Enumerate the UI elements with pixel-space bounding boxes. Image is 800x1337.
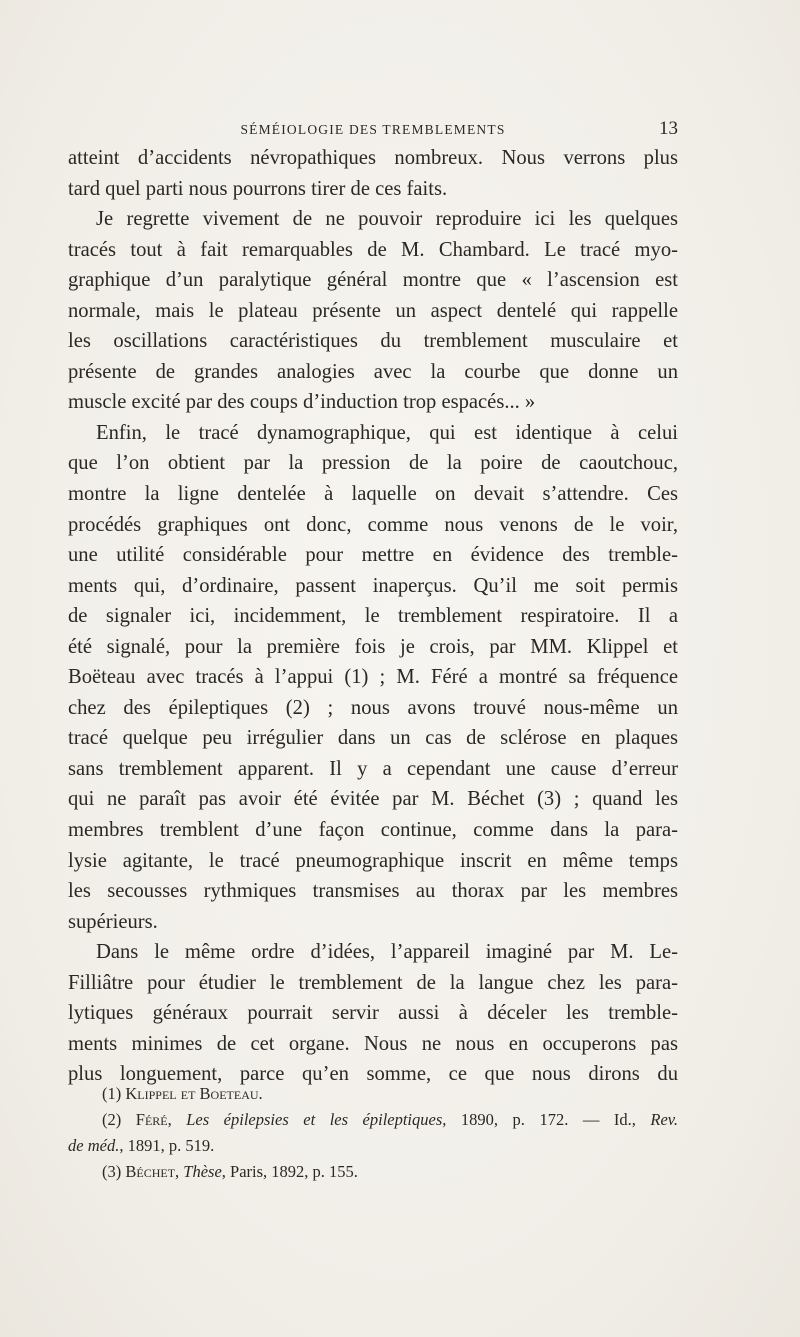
running-head bbox=[68, 118, 678, 142]
running-title: SÉMÉIOLOGIE DES TREMBLEMENTS bbox=[240, 122, 506, 137]
text-line: présente de grandes analogies avec la courbe que donne un bbox=[68, 360, 678, 383]
footnote-citation: , Paris, 1892, p. 155. bbox=[221, 1162, 358, 1181]
footnote-citation: , 1890, p. 172. — Id., bbox=[442, 1110, 636, 1129]
text-line: plus longuement, parce qu’en somme, ce que nous dirons du bbox=[68, 1063, 678, 1086]
footnote-author: Féré, bbox=[135, 1110, 172, 1129]
text-line: lysie agitante, le tracé pneumographique inscrit en même temps bbox=[68, 849, 678, 872]
footnote-author: Béchet, bbox=[125, 1162, 180, 1181]
text-line: Enfin, le tracé dynamographique, qui est identique à celui bbox=[96, 421, 678, 444]
footnote-3 bbox=[68, 1159, 678, 1185]
footnote-journal: Rev. bbox=[650, 1110, 678, 1129]
footnote-number: (3) bbox=[102, 1162, 122, 1181]
text-line: sans tremblement apparent. Il y a cependant une cause d’erreur bbox=[68, 757, 678, 780]
text-line: les secousses rythmiques transmises au thorax par les membres bbox=[68, 880, 678, 903]
text-line: tracé quelque peu irrégulier dans un cas de sclérose en plaques bbox=[68, 727, 678, 750]
text-line: procédés graphiques ont donc, comme nous venons de le voir, bbox=[68, 513, 678, 536]
footnote-number: (2) bbox=[102, 1110, 122, 1129]
text-line: membres tremblent d’une façon continue, comme dans la para- bbox=[68, 819, 678, 842]
page-number: 13 bbox=[659, 118, 678, 139]
text-line: une utilité considérable pour mettre en évidence des tremble- bbox=[68, 544, 678, 567]
footnote-author: Klippel et Boeteau. bbox=[125, 1084, 263, 1103]
text-line: ments minimes de cet organe. Nous ne nous en occuperons pas bbox=[68, 1032, 678, 1055]
text-line: atteint d’accidents névropathiques nombreux. Nous verrons plus bbox=[68, 147, 678, 169]
text-line: qui ne paraît pas avoir été évitée par M. Béchet (3) ; quand les bbox=[68, 788, 678, 811]
footnote-title: Thèse bbox=[183, 1162, 222, 1181]
body-text bbox=[68, 143, 678, 1090]
text-line: tracés tout à fait remarquables de M. Chambard. Le tracé myo- bbox=[68, 238, 678, 261]
text-line: supérieurs. bbox=[68, 910, 158, 933]
text-line: les oscillations caractéristiques du tremblement musculaire et bbox=[68, 330, 678, 353]
footnote-citation: , 1891, p. 519. bbox=[119, 1136, 215, 1155]
text-line: Je regrette vivement de ne pouvoir reproduire ici les quelques bbox=[96, 208, 678, 231]
text-line: montre la ligne dentelée à laquelle on devait s’attendre. Ces bbox=[68, 483, 678, 506]
footnote-number: (1) bbox=[102, 1084, 122, 1103]
text-line: Boëteau avec tracés à l’appui (1) ; M. Féré a montré sa fréquence bbox=[68, 666, 678, 689]
text-line: chez des épileptiques (2) ; nous avons trouvé nous-même un bbox=[68, 696, 678, 719]
text-line: tard quel parti nous pourrons tirer de ces faits. bbox=[68, 177, 448, 200]
text-line: muscle excité par des coups d’induction trop espacés... » bbox=[68, 391, 536, 414]
text-line: normale, mais le plateau présente un aspect dentelé qui rappelle bbox=[68, 299, 678, 322]
footnote-2-continued bbox=[68, 1133, 678, 1159]
text-line: ments qui, d’ordinaire, passent inaperçus. Qu’il me soit permis bbox=[68, 574, 678, 597]
footnotes bbox=[68, 1081, 678, 1185]
text-line: de signaler ici, incidemment, le tremblement respiratoire. Il a bbox=[68, 605, 678, 628]
text-line: Filliâtre pour étudier le tremblement de la langue chez les para- bbox=[68, 971, 678, 994]
text-line: été signalé, pour la première fois je crois, par MM. Klippel et bbox=[68, 635, 678, 658]
footnote-title: Les épilepsies et les épileptiques bbox=[186, 1110, 443, 1129]
text-line: que l’on obtient par la pression de la poire de caoutchouc, bbox=[68, 452, 678, 475]
footnote-1 bbox=[68, 1081, 678, 1107]
text-line: lytiques généraux pourrait servir aussi à déceler les tremble- bbox=[68, 1002, 678, 1025]
text-line: graphique d’un paralytique général montre que « l’ascension est bbox=[68, 269, 678, 292]
footnote-2 bbox=[68, 1107, 678, 1133]
text-line: Dans le même ordre d’idées, l’appareil imaginé par M. Le- bbox=[96, 941, 678, 964]
footnote-journal: de méd. bbox=[68, 1136, 120, 1155]
